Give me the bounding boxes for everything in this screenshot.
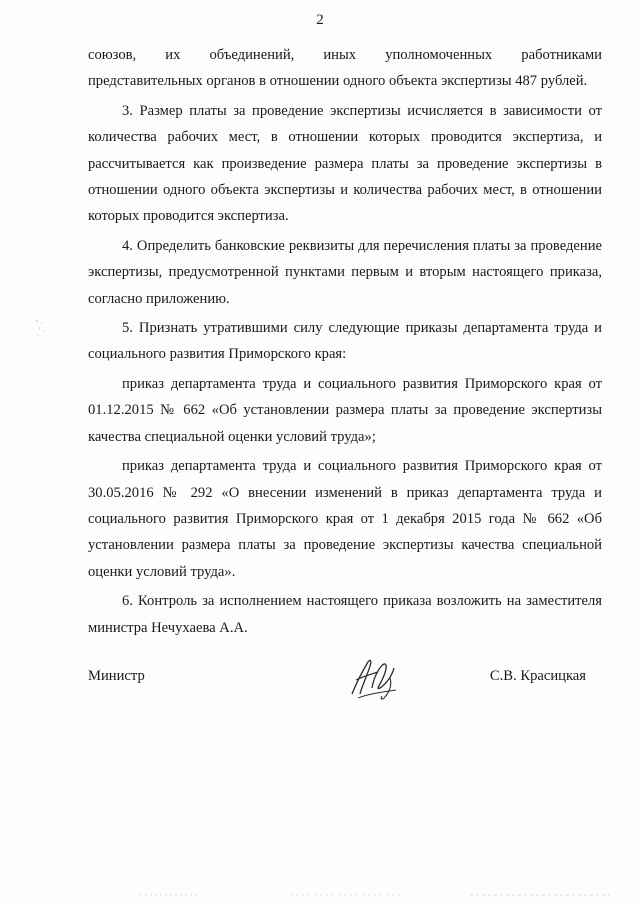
signer-title: Министр bbox=[88, 668, 145, 684]
paragraph-item-6: 6. Контроль за исполнением настоящего приказа возложить на заместителя министра Нечухаева А.А. bbox=[88, 593, 602, 636]
page-number: 2 bbox=[316, 12, 324, 28]
signature-block bbox=[88, 664, 602, 714]
document-body bbox=[88, 42, 602, 641]
scan-margin-marks bbox=[34, 318, 48, 338]
paragraph-item-5: 5. Признать утратившими силу следующие приказы департамента труда и социального развития Приморского края: bbox=[88, 320, 602, 363]
paragraph-repealed-order-1: приказ департамента труда и социального развития Приморского края от 01.12.2015 № 662 «Об установлении размера платы за проведение экспертизы качества специальной оценки условий труда»; bbox=[88, 375, 602, 445]
handwritten-signature-icon bbox=[346, 654, 404, 704]
paragraph-item-3: 3. Размер платы за проведение экспертизы исчисляется в зависимости от количества рабочих мест, в отношении которых проводится экспертиза, и рассчитывается как произведение размера платы за проведение экспертизы в отношении одного объекта экспертизы и количества рабочих мест, в отношении которых проводится экспертиза. bbox=[88, 102, 602, 225]
paragraph-continuation-line-2: представительных органов в отношении одного объекта экспертизы 487 рублей. bbox=[88, 73, 588, 90]
paragraph-continuation bbox=[88, 42, 602, 95]
paragraph-continuation-line-1: союзов, их объединений, иных уполномоченных работниками bbox=[88, 47, 602, 63]
signer-name: С.В. Красицкая bbox=[489, 668, 586, 684]
scan-edge-artifact bbox=[140, 893, 610, 897]
paragraph-repealed-order-2: приказ департамента труда и социального развития Приморского края от 30.05.2016 № 292 «О внесении изменений в приказ департамента труда и социального развития Приморского края от 1 декабря 2015 года № 662 «Об установлении размера платы за проведение экспертизы качества специальной оценки условий труда». bbox=[88, 458, 602, 580]
paragraph-item-4: 4. Определить банковские реквизиты для перечисления платы за проведение экспертизы, предусмотренной пунктами первым и вторым настоящего приказа, согласно приложению. bbox=[88, 237, 602, 307]
